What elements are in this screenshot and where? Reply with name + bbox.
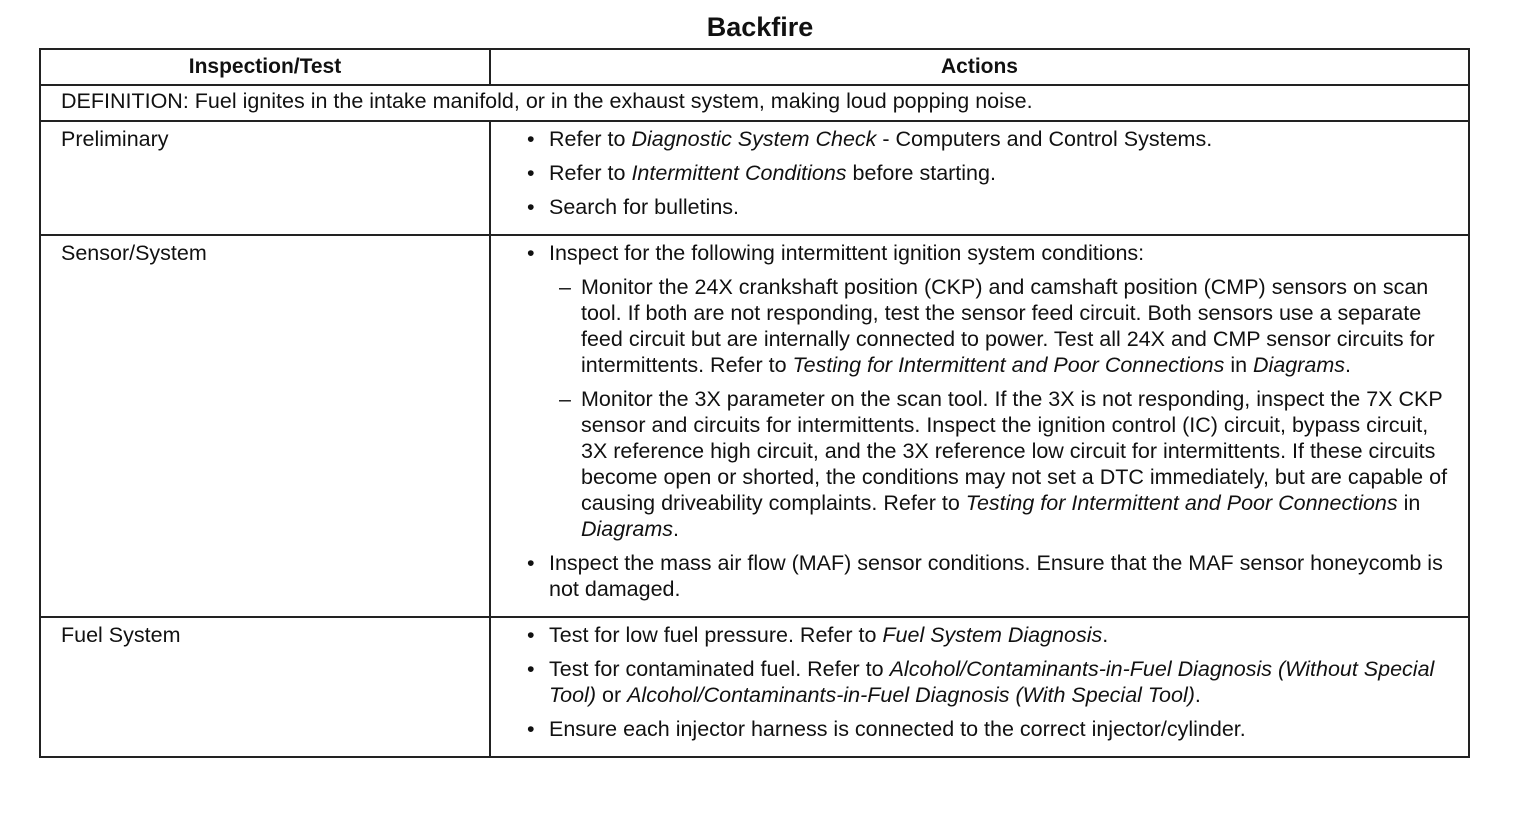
reference-link: Diagrams: [581, 517, 673, 541]
action-item: [527, 160, 1448, 186]
action-text: Monitor the 3X parameter on the scan tool. If the 3X is not responding, inspect the 7X CKP sensor and circuits for intermittents. Inspect the ignition control (IC) circuit, bypass circuit, 3X reference high circuit, and the 3X reference low circuit for intermittents. If these circuits become open or shorted, the conditions may not set a DTC immediately, but are capable of causing driveability complaints. Refer to: [581, 387, 1448, 515]
definition-row: [40, 85, 1469, 121]
actions-cell: [490, 121, 1469, 235]
action-text: Test for contaminated fuel. Refer to: [549, 657, 890, 681]
reference-link: Diagrams: [1253, 353, 1346, 377]
action-text: or: [596, 683, 628, 707]
action-text: .: [1102, 623, 1109, 647]
reference-link: Fuel System Diagnosis: [882, 623, 1103, 647]
action-text: before starting.: [846, 161, 996, 185]
column-header-actions: Actions: [490, 49, 1469, 85]
sub-action-item: [559, 386, 1448, 542]
action-item: [527, 126, 1448, 152]
column-header-inspection: Inspection/Test: [40, 49, 490, 85]
reference-link: Alcohol/Contaminants-in-Fuel Diagnosis (Without Special Tool): [549, 657, 1435, 707]
action-text: Ensure each injector harness is connected to the correct injector/cylinder.: [549, 717, 1246, 741]
action-text: Search for bulletins.: [549, 195, 740, 219]
action-item: [527, 550, 1448, 602]
diagnostic-table: [39, 48, 1470, 758]
action-text: Inspect for the following intermittent ignition system conditions:: [549, 241, 1145, 265]
action-text: in: [1224, 353, 1254, 377]
table-row: [40, 617, 1469, 757]
actions-cell: [490, 617, 1469, 757]
reference-link: Alcohol/Contaminants-in-Fuel Diagnosis (With Special Tool): [627, 683, 1195, 707]
page-title: Backfire: [706, 12, 814, 42]
action-item: [527, 622, 1448, 648]
action-text: .: [1345, 353, 1352, 377]
action-text: Monitor the 24X crankshaft position (CKP) and camshaft position (CMP) sensors on scan tool. If both are not responding, test the sensor feed circuit. Both sensors use a separate feed circuit but are internally connected to power. Test all 24X and CMP sensor circuits for intermittents. Refer to: [581, 275, 1435, 377]
action-text: .: [673, 517, 679, 541]
action-text: Refer to: [549, 127, 632, 151]
sub-action-list: [559, 274, 1448, 542]
action-text: - Computers and Control Systems.: [876, 127, 1213, 151]
action-text: Test for low fuel pressure. Refer to: [549, 623, 883, 647]
reference-link: Testing for Intermittent and Poor Connections: [965, 491, 1398, 515]
reference-link: Diagnostic System Check: [631, 127, 877, 151]
inspection-label: Sensor/System: [40, 235, 490, 617]
inspection-label: Fuel System: [40, 617, 490, 757]
action-text: .: [1194, 683, 1201, 707]
table-row: [40, 121, 1469, 235]
reference-link: Intermittent Conditions: [631, 161, 847, 185]
action-item: [527, 194, 1448, 220]
table-row: [40, 235, 1469, 617]
action-list: [491, 618, 1468, 756]
actions-cell: [490, 235, 1469, 617]
sub-action-item: [559, 274, 1448, 378]
action-list: [491, 236, 1468, 616]
action-list: [491, 122, 1468, 234]
action-item: [527, 656, 1448, 708]
action-item: [527, 716, 1448, 742]
definition-text: DEFINITION: Fuel ignites in the intake manifold, or in the exhaust system, making loud popping noise.: [40, 85, 1469, 121]
action-item: [527, 240, 1448, 542]
action-text: Inspect the mass air flow (MAF) sensor conditions. Ensure that the MAF sensor honeycomb is not damaged.: [549, 551, 1443, 601]
table-header-row: [40, 49, 1469, 85]
action-text: in: [1397, 491, 1421, 515]
action-text: Refer to: [549, 161, 632, 185]
reference-link: Testing for Intermittent and Poor Connections: [792, 353, 1225, 377]
inspection-label: Preliminary: [40, 121, 490, 235]
